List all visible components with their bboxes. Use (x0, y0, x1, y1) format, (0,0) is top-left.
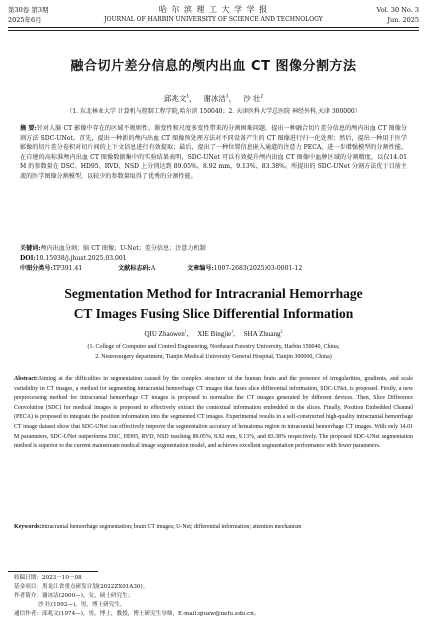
classification-line (20, 264, 407, 273)
paper-title-en-line-1: Segmentation Method for Intracranial Hemorrhage (64, 286, 363, 301)
author-3-en: SHA Zhuang (243, 330, 281, 338)
journal-title-en: JOURNAL OF HARBIN UNIVERSITY OF SCIENCE AND TECHNOLOGY (104, 16, 323, 23)
abstract-cn-text: 针对人脑 CT 影像中存在的区域不规则性、渐变性和尺度多变性带来的分割困难问题，提出一种融合切片差分信息的颅内出血 CT 图像分割方法 SDC-UNet。首先，提出一种新的颅内出血 CT 图像预处理方法对不同设备产生的 CT 图像进行归一化处理；然后，提出一种用于医学影像的切片差分卷积对切片间的上下文信息进行有效提取；最后，提出了一种位置信息嵌入通道的注意力 PECA，进一步增强模型的分割性能。在自建的高标准颅内出血 CT 图像数据集中的实验结果表明，SDC-UNet 可以有效提升颅内出血 CT 图像中血肿区域的分割精度，以仅14.01 M 的参数量在 DSC、HD95、RVD、NSD 上分别达到 89.05%、8.92 mm、9.13%、83.38%。所提出的 SDC-UNet 分割方法优于目前主流的医学图像分割模型，以较少的参数量取得了优秀的分割性能。 (20, 125, 407, 180)
author-3-cn: 沙 壮 (243, 94, 261, 103)
author-1-en-affil: 1 (184, 328, 187, 334)
footnote-author-1: 作者简介：谢冰洁(2000—)，女，硕士研究生； (14, 593, 134, 599)
author-1-cn: 邱兆文 (163, 94, 187, 103)
author-2-cn-affil: 1 (226, 93, 229, 99)
paper-title-cn: 融合切片差分信息的颅内出血 CT 图像分割方法 (70, 59, 357, 74)
footnote-fund: 基金项目：黑龙江省重点研发计划(2022ZX01A30)。 (14, 584, 149, 590)
keywords-en-label: Keywords: (14, 524, 42, 530)
authors-en: QIU Zhaowen$^1$, XIE Bingjie$^1$, SHA Zhuang$^2$ (144, 328, 283, 338)
doi-value: 10.15938/j.jhust.2025.03.001 (35, 255, 127, 262)
clc-value: TP391.41 (52, 265, 83, 272)
author-2-cn: 谢冰洁 (203, 94, 227, 103)
footnote-received: 收稿日期：2023－10－08 (14, 575, 82, 581)
affiliation-en-1: (1. College of Computer and Control Engineering, Northeast Forestry University, Harbin 150040, China; (87, 344, 340, 350)
abstract-en-text: Aiming at the difficulties in segmentation caused by the complex structure of the human brain and the presence of irregularities, gradients, and scale variability in CT images, a method for segmenting intracranial hemorrhage CT images that fuses slice differential information, SDC-UNet, is proposed. Firstly, a new preprocessing method for intracranial hemorrhage CT images is proposed to normalize the CT images generated by different devices. Then, Slice Difference Convolution (SDC) for medical images is proposed to effectively extract the contextual information embedded in the slices. Finally, Position Embedded Channel (PECA) is proposed to integrate the position information into the segmented CT images. Experimental results in a self-constructed high-quality intracranial hemorrhage CT image dataset show that SDC-UNet can effectively improve the segmentation accuracy of hematoma region in intracranial hemorrhage CT images. With only 14.01 M parameters, SDC-UNet outperforms DSC, HD95, RVD, NSD reaching 89.05%, 8.92 mm, 9.13%, and 83.38% respectively. The proposed SDC-UNet segmentation method is superior to the current mainstream medical image segmentation model, and achieves excellent segmentation performance with fewer parameters. (14, 376, 413, 450)
abstract-cn (20, 124, 407, 182)
abstract-en-label: Abstract: (14, 376, 38, 382)
doc-code-value: A (150, 265, 156, 272)
keywords-en-text: intracranial hemorrhage segmentation; brain CT images; U-Net; differential information; attention mechanism (41, 524, 302, 530)
author-1-cn-affil: 1 (186, 93, 189, 99)
affiliation-cn: （1. 东北林业大学 计算机与控制工程学院,哈尔滨 150040；2. 天津医科大学总医院 神经外科,天津 300000） (66, 108, 361, 115)
footnote-corresponding: 通信作者：邱兆文(1974—)，男，博士，教授，博士研究生导师，E-mail:qiuzw@nefu.edu.cn。 (14, 611, 260, 617)
paper-title-en-line-2: CT Images Fusing Slice Differential Information (73, 306, 354, 321)
doi-label: DOI: (20, 255, 36, 262)
date-en: Jun. 2025 (387, 16, 419, 24)
volume-issue-en: Vol. 30 No. 3 (376, 6, 419, 14)
volume-issue-cn: 第30卷 第3期 (8, 6, 49, 14)
authors-cn: 邱兆文$^1$， 谢冰洁$^1$， 沙 壮$^2$ (163, 93, 264, 103)
doi-line (20, 254, 407, 263)
author-2-en: XIE Bingjie (197, 330, 232, 338)
doc-code-label: 文献标志码: (118, 265, 151, 272)
author-3-cn-affil: 2 (260, 93, 264, 99)
author-1-en: QIU Zhaowen (144, 330, 185, 338)
keywords-en (14, 523, 413, 533)
article-no-value: 1007-2683(2025)03-0001-12 (213, 265, 303, 272)
keywords-cn (20, 244, 407, 253)
keywords-cn-text: 颅内出血分割；脑 CT 图像；U-Net；差分信息；注意力机制 (40, 245, 206, 252)
affiliation-en-2: 2. Neurosurgery department, Tianjin Medical University General Hospital, Tianjin 300000, China) (95, 354, 332, 360)
footnote-author-2: 沙 壮(1992—)，男，博士研究生。 (38, 602, 126, 608)
author-3-en-affil: 2 (280, 328, 283, 334)
clc-label: 中图分类号: (20, 265, 53, 272)
date-cn: 2025年6月 (8, 16, 42, 24)
keywords-cn-label: 关键词: (20, 245, 41, 252)
journal-title-cn: 哈 尔 滨 理 工 大 学 学 报 (158, 5, 269, 14)
header-rule-thin (8, 30, 419, 31)
abstract-cn-label: 摘 要: (20, 125, 37, 132)
abstract-en (14, 375, 413, 452)
header-rule-thick (8, 27, 419, 28)
author-2-en-affil: 1 (231, 328, 234, 334)
article-no-label: 文章编号: (187, 265, 214, 272)
footnote-rule (8, 571, 98, 572)
